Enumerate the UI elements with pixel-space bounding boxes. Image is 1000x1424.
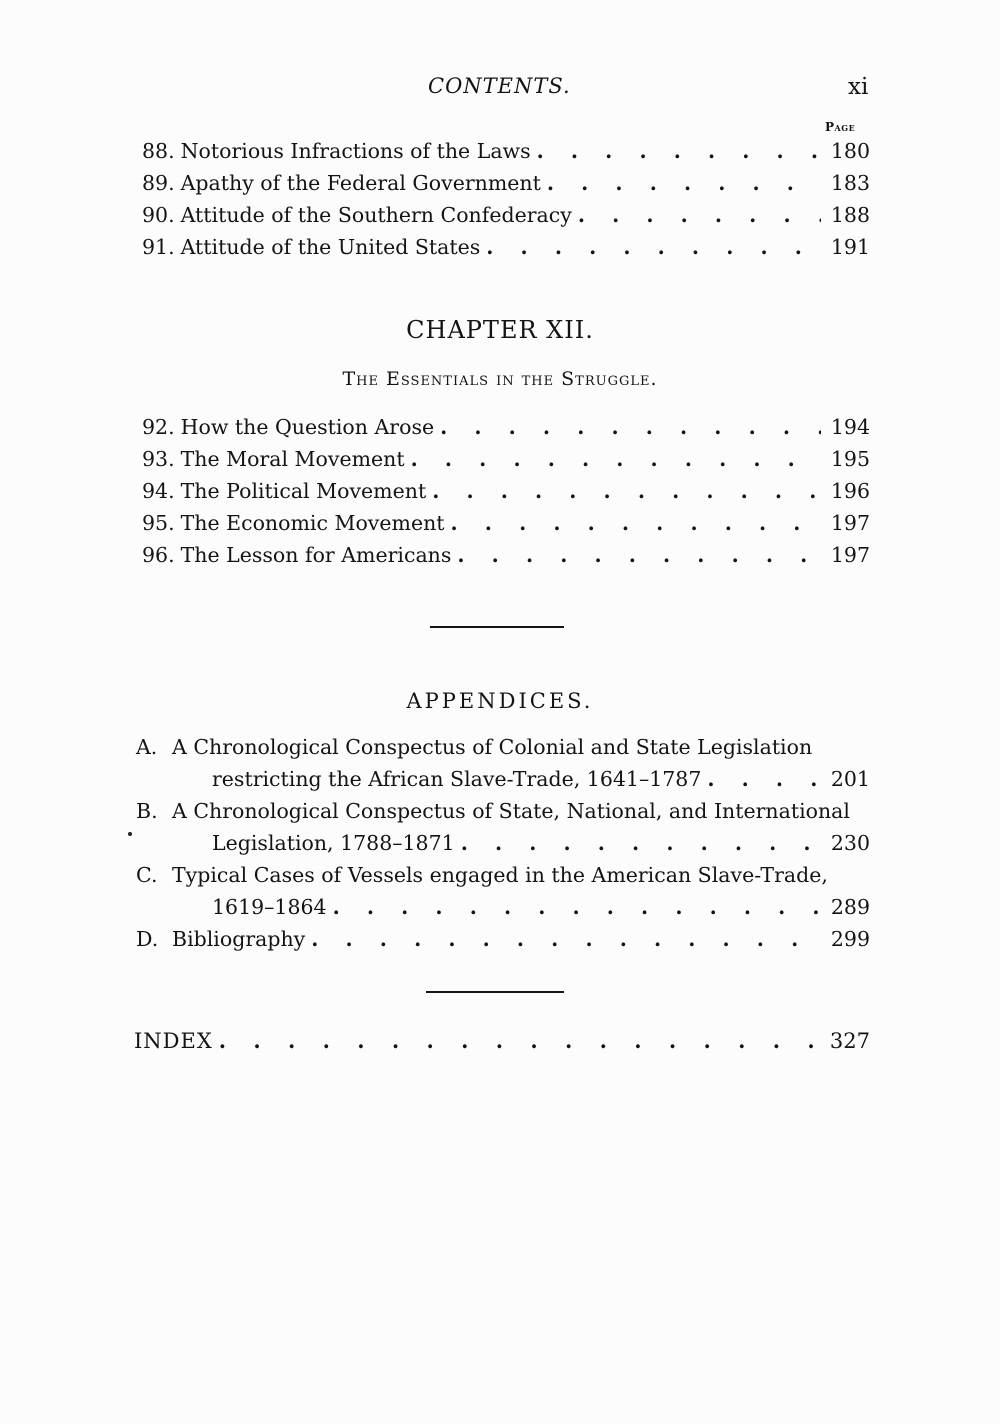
appendix-title: Typical Cases of Vessels engaged in the American Slave-Trade, — [172, 863, 828, 887]
entry-page: 180 — [830, 139, 870, 163]
toc-entry — [142, 171, 870, 203]
appendix-title-line1 — [136, 735, 870, 767]
dot-leader — [537, 139, 821, 163]
toc-entry — [142, 139, 870, 171]
entry-page: 197 — [830, 543, 870, 567]
entry-page: 191 — [830, 235, 870, 259]
entry-title: The Lesson for Americans — [180, 543, 452, 567]
entry-number: 93. — [142, 447, 175, 471]
appendix-letter: C. — [136, 863, 158, 887]
appendix-letter: A. — [136, 735, 158, 759]
appendices-list — [136, 735, 870, 959]
toc-entry — [142, 479, 870, 511]
appendix-page: 299 — [830, 927, 870, 951]
toc-section-chapter — [142, 415, 870, 575]
appendices-heading: APPENDICES. — [406, 689, 594, 713]
appendix-title-line1 — [136, 799, 870, 831]
appendix-page: 230 — [830, 831, 870, 855]
dot-leader — [311, 927, 821, 951]
appendix-item — [136, 863, 870, 927]
page-number: xi — [848, 74, 869, 100]
page-column-label: Page — [825, 120, 856, 134]
dot-leader — [461, 831, 821, 855]
entry-title: How the Question Arose — [180, 415, 435, 439]
appendix-item — [136, 735, 870, 799]
toc-entry — [142, 235, 870, 267]
dot-leader — [457, 543, 820, 567]
entry-number: 91. — [142, 235, 175, 259]
entry-title: The Economic Movement — [180, 511, 445, 535]
dot-leader — [451, 511, 821, 535]
entry-number: 88. — [142, 139, 175, 163]
toc-section-top — [142, 139, 870, 267]
entry-number: 95. — [142, 511, 175, 535]
toc-entry — [142, 415, 870, 447]
entry-number: 96. — [142, 543, 175, 567]
entry-number: 92. — [142, 415, 175, 439]
running-head — [0, 74, 1000, 104]
dot-leader — [333, 895, 821, 919]
appendix-item — [136, 799, 870, 863]
appendix-title-line2 — [136, 895, 870, 927]
dot-leader — [440, 415, 821, 439]
entry-title: The Political Movement — [180, 479, 427, 503]
section-divider — [430, 626, 564, 628]
dot-leader — [547, 171, 821, 195]
appendix-title: Bibliography — [172, 927, 306, 951]
section-divider — [426, 991, 564, 993]
appendix-title-line1 — [136, 863, 870, 895]
appendix-title: A Chronological Conspectus of Colonial and State Legislation — [172, 735, 813, 759]
appendix-title-line2 — [136, 767, 870, 799]
dot-leader — [707, 767, 820, 791]
chapter-heading: CHAPTER XII. — [406, 316, 594, 344]
entry-page: 194 — [830, 415, 870, 439]
entry-number: 94. — [142, 479, 175, 503]
chapter-subtitle: The Essentials in the Struggle. — [342, 368, 658, 390]
appendix-title: A Chronological Conspectus of State, National, and International — [172, 799, 850, 823]
entry-title: Notorious Infractions of the Laws — [180, 139, 531, 163]
appendix-page: 289 — [830, 895, 870, 919]
appendix-letter: B. — [136, 799, 158, 823]
entry-title: Attitude of the Southern Confederacy — [180, 203, 572, 227]
toc-entry — [142, 203, 870, 235]
running-title: CONTENTS. — [428, 74, 571, 98]
appendix-item — [136, 927, 870, 959]
entry-page: 183 — [830, 171, 870, 195]
entry-number: 90. — [142, 203, 175, 227]
dot-leader — [219, 1028, 820, 1053]
index-entry — [134, 1028, 870, 1053]
entry-title: The Moral Movement — [180, 447, 405, 471]
appendix-title-cont: restricting the African Slave-Trade, 1641–1787 — [212, 767, 702, 791]
appendix-title-cont: Legislation, 1788–1871 — [212, 831, 455, 855]
appendix-letter: D. — [136, 927, 159, 951]
toc-entry — [142, 543, 870, 575]
appendix-title-cont: 1619–1864 — [212, 895, 327, 919]
toc-entry — [142, 511, 870, 543]
dot-leader — [432, 479, 821, 503]
dot-leader — [578, 203, 821, 227]
index-label: INDEX — [134, 1029, 213, 1053]
entry-title: Apathy of the Federal Government — [180, 171, 541, 195]
entry-title: Attitude of the United States — [180, 235, 481, 259]
print-speck — [128, 832, 132, 836]
entry-number: 89. — [142, 171, 175, 195]
appendix-title-line2 — [136, 831, 870, 863]
entry-page: 188 — [830, 203, 870, 227]
toc-entry — [142, 447, 870, 479]
entry-page: 196 — [830, 479, 870, 503]
dot-leader — [486, 235, 821, 259]
dot-leader — [411, 447, 821, 471]
index-page: 327 — [829, 1029, 870, 1053]
entry-page: 195 — [830, 447, 870, 471]
entry-page: 197 — [830, 511, 870, 535]
appendix-page: 201 — [830, 767, 870, 791]
